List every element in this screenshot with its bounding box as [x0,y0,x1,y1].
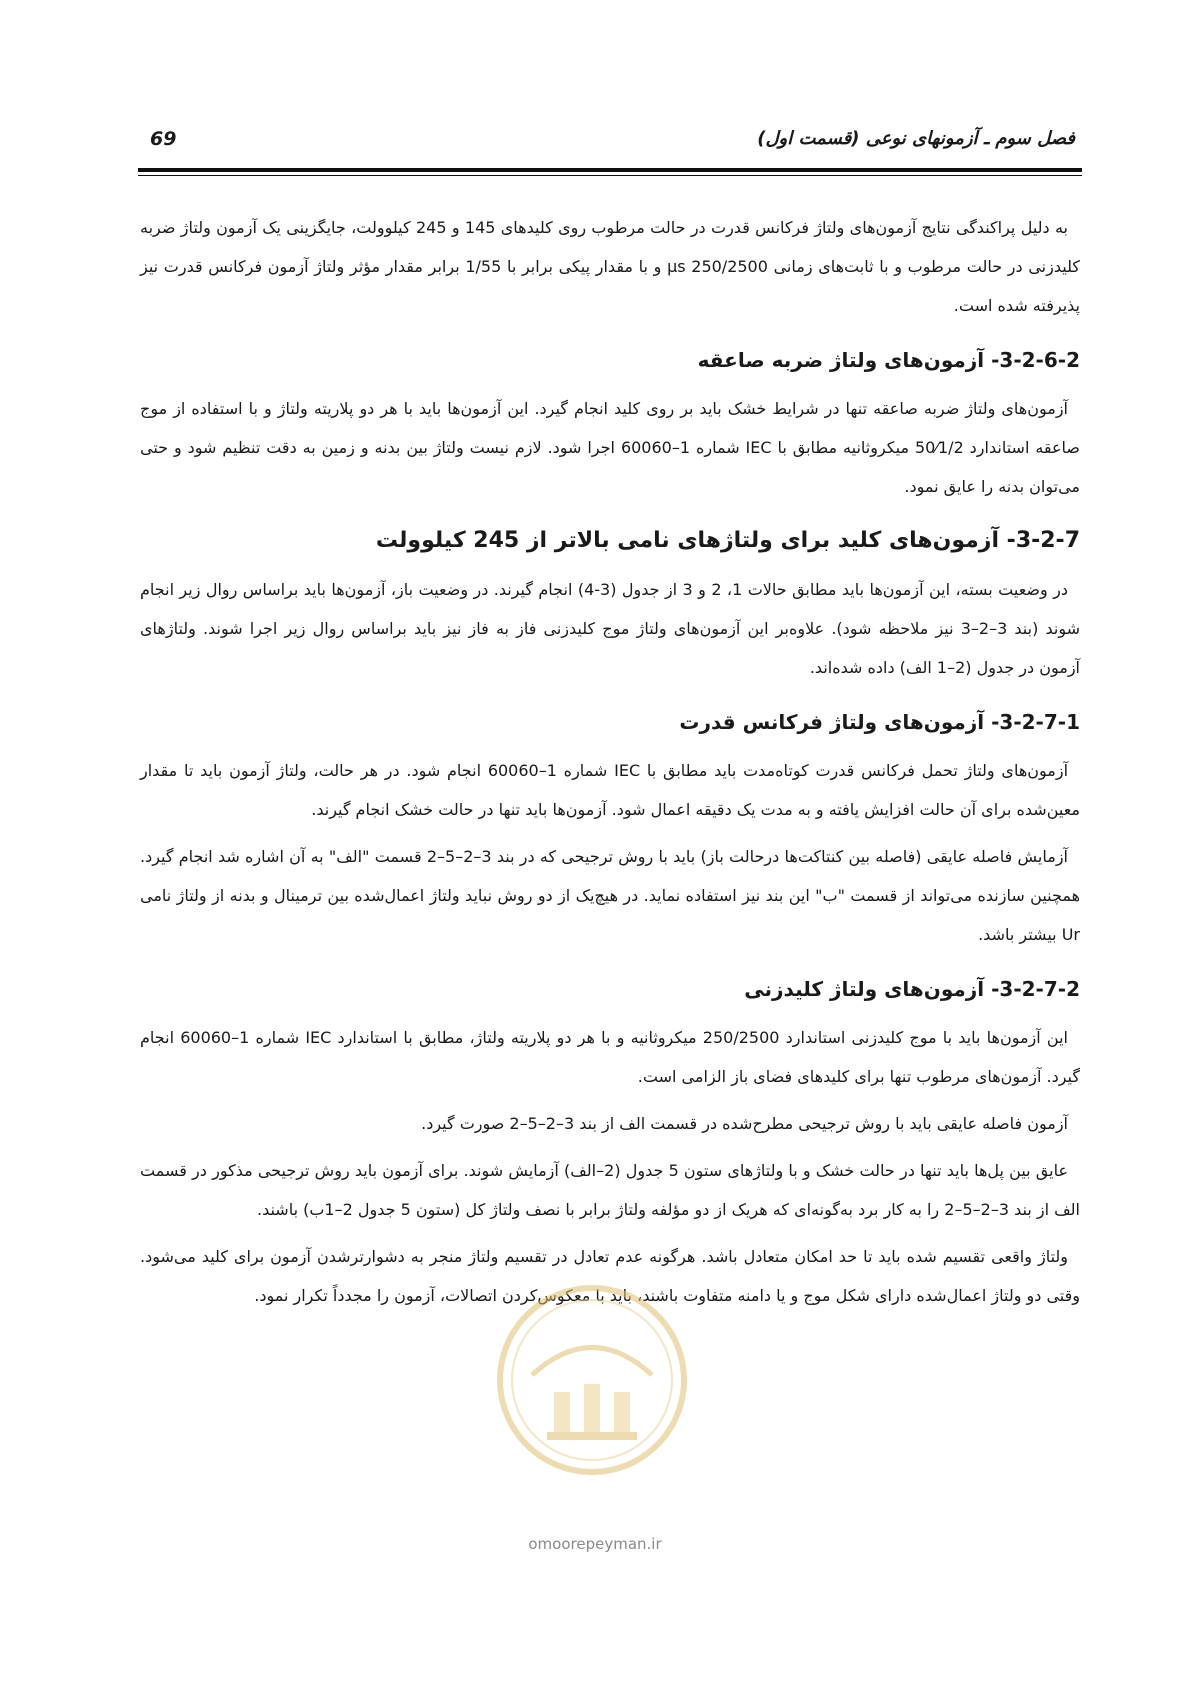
watermark-seal-icon [492,1280,692,1480]
section-heading: 3-2-7-2- آزمون‌های ولتاژ کلیدزنی [744,977,1080,1001]
paragraph: ولتاژ واقعی تقسیم شده باید تا حد امکان متعادل باشد. هرگونه عدم تعادل در تقسیم ولتاژ منجر به دشوارترشدن آزمون برای کلید می‌شود. وقتی دو ولتاژ اعمال‌شده دارای شکل موج و یا دامنه متفاوت باشند، باید با معکوس‌کردن اتصالات، آزمون را مجدداً تکرار نمود. [140,1247,1080,1305]
paragraph: آزمون‌های ولتاژ ضربه صاعقه تنها در شرایط خشک باید بر روی کلید انجام گیرد. این آزمون‌ها باید با هر دو پلاریته ولتاژ و با استفاده از موج صاعقه استاندارد 50⁄1/2 میکروثانیه مطابق با IEC شماره 1–60060 اجرا شود. لازم نیست ولتاژ بین بدنه و زمین به دقت تنظیم شود و حتی می‌توان بدنه را عایق نمود. [140,399,1081,496]
watermark-logo [492,1280,692,1480]
paragraph: در وضعیت بسته، این آزمون‌ها باید مطابق حالات 1، 2 و 3 از جدول (3-4) انجام گیرند. در وضعیت باز، آزمون‌ها باید براساس روال زیر انجام شوند (بند 3–2–3 نیز ملاحظه شود). علاوه‌بر این آزمون‌های ولتاژ موج کلیدزنی فاز به فاز نیز باید براساس روال زیر اجرا شوند. ولتاژهای آزمون در جدول (2–1 الف) داده شده‌اند. [140,580,1080,677]
header-rule-thick [138,168,1082,172]
section-heading: 3-2-6-2- آزمون‌های ولتاژ ضربه صاعقه [697,348,1080,372]
page-header [145,128,1080,158]
paragraph: آزمون‌های ولتاژ تحمل فرکانس قدرت کوتاه‌مدت باید مطابق با IEC شماره 1–60060 انجام شود. در هر حالت، ولتاژ آزمون باید تا مقدار معین‌شده برای آن حالت افزایش یافته و به مدت یک دقیقه اعمال شود. آزمون‌ها باید تنها در حالت خشک انجام گیرند. [140,761,1080,819]
paragraph: آزمایش فاصله عایقی (فاصله بین کنتاکت‌ها درحالت باز) باید با روش ترجیحی که در بند 3–2–5–2 قسمت "الف" به آن اشاره شد انجام گیرد. همچنین سازنده می‌تواند از قسمت "ب" این بند نیز استفاده نماید. در هیچ‌یک از دو روش نباید ولتاژ اعمال‌شده بین ترمینال و بدنه از ولتاژ نامی Ur بیشتر باشد. [140,847,1080,944]
section-heading: 3-2-7- آزمون‌های کلید برای ولتاژهای نامی بالاتر از 245 کیلوولت [375,528,1080,553]
section-heading: 3-2-7-1- آزمون‌های ولتاژ فرکانس قدرت [679,710,1080,734]
watermark-url: omoorepeyman.ir [528,1535,662,1553]
paragraph: عایق بین پل‌ها باید تنها در حالت خشک و با ولتاژهای ستون 5 جدول (2–الف) آزمایش شوند. برای آزمون باید روش ترجیحی مذکور در قسمت الف از بند 3–2–5–2 را به کار برد به‌گونه‌ای که هریک از دو مؤلفه ولتاژ برابر با نصف ولتاژ کل (ستون 5 جدول 2–1ب) باشند. [140,1161,1080,1219]
page-body [140,208,1080,1323]
paragraph: به دلیل پراکندگی نتایج آزمون‌های ولتاژ فرکانس قدرت در حالت مرطوب روی کلیدهای 145 و 245 کیلوولت، جایگزینی یک آزمون ولتاژ ضربه کلیدزنی در حالت مرطوب و با ثابت‌های زمانی µs 250/2500 و با مقدار پیکی برابر با 1/55 برابر مقدار مؤثر ولتاژ آزمون فرکانس قدرت نیز پذیرفته شده است. [140,218,1080,315]
header-rule-thin [138,175,1082,176]
running-title: فصل سوم ـ آزمونهای نوعی (قسمت اول) [757,128,1075,149]
page-number: 69 [150,128,177,150]
paragraph: این آزمون‌ها باید با موج کلیدزنی استاندارد 250/2500 میکروثانیه و با هر دو پلاریته ولتاژ، مطابق با استاندارد IEC شماره 1–60060 انجام گیرد. آزمون‌های مرطوب تنها برای کلیدهای فضای باز الزامی است. [140,1028,1080,1086]
paragraph: آزمون فاصله عایقی باید با روش ترجیحی مطرح‌شده در قسمت الف از بند 3–2–5–2 صورت گیرد. [421,1114,1068,1133]
